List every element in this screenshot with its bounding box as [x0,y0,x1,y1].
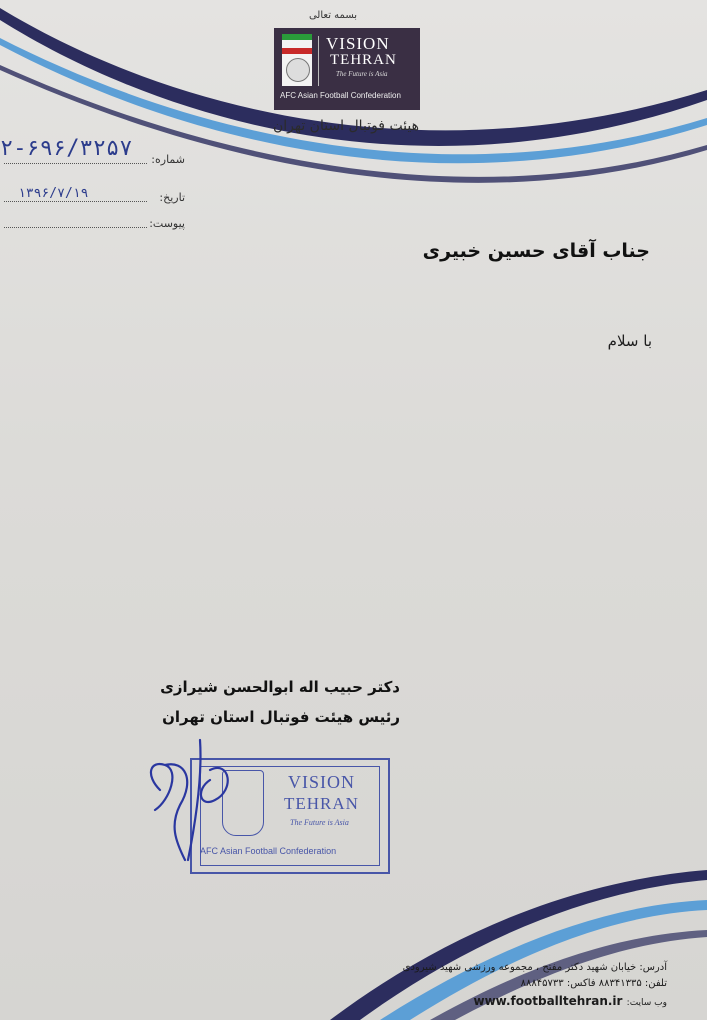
organization-name: هیئت فوتبال استان تهران [272,118,420,134]
logo-line1: VISION [326,34,390,53]
date-value: ۱۳۹۶/۷/۱۹ [18,186,89,201]
logo-tagline: The Future is Asia [336,70,388,78]
stamp-line1: VISION [288,772,355,792]
attachment-field [0,214,185,234]
letter-date-field [0,188,185,208]
footer-phone: تلفن: ۸۸۳۴۱۳۳۵ فاکس: ۸۸۸۴۵۷۳۳ [520,978,667,989]
greeting-text: با سلام [607,332,652,350]
stamp-line2: TEHRAN [284,794,359,813]
stamp-tagline: The Future is Asia [290,818,349,827]
number-value: ۲-۶۹۶/۳۲۵۷ [0,136,133,161]
date-label: تاریخ: [159,191,185,204]
stamp-confederation: AFC Asian Football Confederation [200,846,337,856]
logo-confederation: AFC Asian Football Confederation [280,91,401,100]
handwritten-signature [140,730,250,870]
signatory-title: رئیس هیئت فوتبال استان تهران [162,708,400,726]
number-label: شماره: [151,153,185,166]
logo-line2: TEHRAN [330,52,397,68]
footer-address: آدرس: خیابان شهید دکتر مفتح ، مجموعه ورزشی شهید شیرودی [402,962,667,973]
vision-tehran-logo [274,28,420,110]
letter-number-field [0,136,185,170]
recipient-heading: جناب آقای حسین خبیری [422,240,650,262]
website-label: وب سایت: [626,998,667,1008]
attachment-label: پیوست: [149,217,185,230]
footer-website [473,994,667,1008]
signatory-name: دکتر حبیب اله ابوالحسن شیرازی [160,678,400,696]
website-url[interactable]: www.footballtehran.ir [473,994,623,1008]
bismillah-text: بسمه تعالی [308,10,358,21]
football-icon [286,58,310,82]
